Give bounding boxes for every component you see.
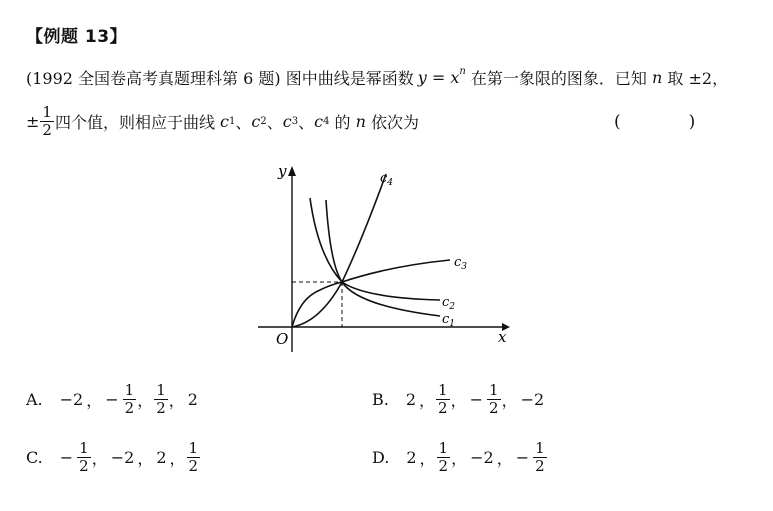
stem-c2-sub: 2: [260, 116, 267, 127]
option-b-value-1: 2: [405, 390, 417, 409]
curve-label-c1: [442, 312, 455, 329]
stem-var-n: n: [652, 68, 663, 87]
option-d-value-4: [533, 440, 547, 475]
option-c-v4-num: 1: [188, 439, 199, 457]
option-c-v1-num: 1: [79, 439, 89, 457]
stem-mid: 在第一象限的图象．已知: [465, 69, 653, 88]
x-axis-label: x: [498, 328, 507, 346]
option-d-value-2: [437, 440, 451, 475]
stem-sep-2: 、: [266, 113, 283, 132]
option-b-v3-num: 1: [489, 381, 499, 399]
stem-frac-num: 1: [42, 103, 52, 121]
stem-c1-letter: c: [220, 112, 230, 131]
option-a-value-1: −2: [59, 390, 84, 409]
stem-c3-sub: 3: [291, 116, 299, 127]
stem-pm: ±: [26, 112, 40, 131]
option-d[interactable]: [372, 440, 548, 475]
option-a-v3-den: 2: [156, 399, 166, 417]
c2-sub: 2: [449, 302, 456, 312]
option-d-value-1: 2: [406, 448, 417, 467]
option-a-value-3: [154, 382, 168, 417]
option-a-value-2: [123, 382, 137, 417]
option-c-value-3: 2: [156, 448, 167, 467]
option-b-sep-2: ，: [450, 391, 467, 410]
formula-x: x: [450, 68, 460, 87]
stem-c2-letter: c: [251, 112, 261, 131]
stem-fraction: [40, 104, 54, 139]
option-b-v2-num: 1: [438, 381, 448, 399]
option-c-minus-1: −: [59, 448, 74, 467]
formula-y: y: [417, 68, 427, 87]
option-c-v1-den: 2: [79, 457, 89, 475]
stem-c3-letter: c: [282, 112, 292, 131]
y-axis-arrow: [288, 166, 296, 176]
answer-blank[interactable]: [614, 112, 695, 132]
option-b-minus-3: −: [469, 390, 484, 409]
option-d-v4-den: 2: [535, 457, 545, 475]
option-c-v4-den: 2: [188, 457, 199, 475]
example-title: 【例题 13】: [26, 27, 128, 47]
option-a-sep-1: ，: [86, 391, 103, 410]
option-b-sep-1: ，: [419, 391, 436, 410]
option-a-label: A.: [26, 390, 43, 409]
answer-paren-open: (: [614, 112, 621, 132]
option-b-value-4: −2: [520, 390, 545, 409]
power-function-graph: [250, 160, 520, 360]
stem-after-n: 取 ±2，: [662, 69, 729, 88]
option-d-value-3: −2: [470, 448, 494, 467]
option-c-sep-1: ，: [91, 449, 108, 468]
option-c-label: C.: [26, 448, 43, 467]
option-b-v2-den: 2: [438, 399, 448, 417]
stem-c4-sub: 4: [323, 116, 330, 127]
curve-label-c3: [454, 255, 467, 272]
option-c-sep-2: ，: [137, 449, 154, 468]
option-a-v2-num: 1: [124, 381, 135, 399]
question-stem-line-2: [26, 104, 419, 139]
option-a-sep-2: ，: [137, 391, 154, 410]
curve-c4: [292, 174, 386, 327]
option-d-v2-den: 2: [438, 457, 449, 475]
c4-letter: c: [380, 171, 388, 186]
c4-sub: 4: [387, 178, 394, 188]
option-c[interactable]: [26, 440, 201, 475]
stem-frac-den: 2: [42, 121, 52, 139]
option-b-value-2: [436, 382, 450, 417]
option-c-value-1: [77, 440, 91, 475]
origin-label: O: [276, 330, 289, 348]
option-a-v2-den: 2: [124, 399, 135, 417]
answer-paren-close: ): [688, 112, 696, 132]
option-a-minus-2: −: [105, 390, 119, 409]
option-a-value-4: 2: [187, 390, 198, 409]
option-a-v3-num: 1: [156, 381, 166, 399]
option-d-sep-1: ，: [419, 449, 436, 468]
curve-label-c2: [442, 295, 455, 312]
option-d-minus-4: −: [515, 448, 530, 467]
stem-c4-letter: c: [314, 112, 324, 131]
option-d-sep-2: ，: [451, 449, 468, 468]
curve-c2: [310, 198, 440, 300]
stem-sep-1: 、: [235, 113, 252, 132]
option-b[interactable]: [372, 382, 547, 417]
option-a-sep-3: ，: [168, 391, 185, 410]
option-d-sep-3: ，: [496, 449, 513, 468]
option-c-value-2: −2: [110, 448, 135, 467]
c1-letter: c: [442, 312, 450, 327]
option-b-label: B.: [372, 390, 389, 409]
option-b-v3-den: 2: [489, 399, 499, 417]
c3-sub: 3: [461, 262, 468, 272]
option-d-label: D.: [372, 448, 390, 467]
c2-letter: c: [442, 295, 450, 310]
c1-sub: 1: [449, 319, 456, 329]
stem-line2-text: 四个值，则相应于曲线: [54, 113, 221, 132]
stem-line2-end: 依次为: [365, 113, 420, 132]
option-a[interactable]: [26, 382, 201, 417]
stem-line2-mid: 的: [329, 113, 356, 132]
stem-c1-sub: 1: [229, 116, 236, 127]
option-b-sep-3: ，: [501, 391, 518, 410]
option-d-v4-num: 1: [535, 439, 545, 457]
question-stem-line-1: [26, 66, 728, 89]
formula-exponent: n: [459, 66, 466, 77]
curve-label-c4: [380, 171, 393, 188]
option-d-v2-num: 1: [438, 439, 449, 457]
formula-equals: =: [426, 68, 451, 87]
option-c-value-4: [187, 440, 201, 475]
stem-sep-3: 、: [298, 113, 315, 132]
y-axis-label: y: [278, 162, 287, 180]
option-c-sep-3: ，: [169, 449, 186, 468]
stem-line2-var: n: [355, 112, 366, 131]
stem-prefix: (1992 全国卷高考真题理科第 6 题) 图中曲线是幂函数: [26, 69, 414, 88]
c3-letter: c: [454, 255, 462, 270]
option-b-value-3: [487, 382, 501, 417]
